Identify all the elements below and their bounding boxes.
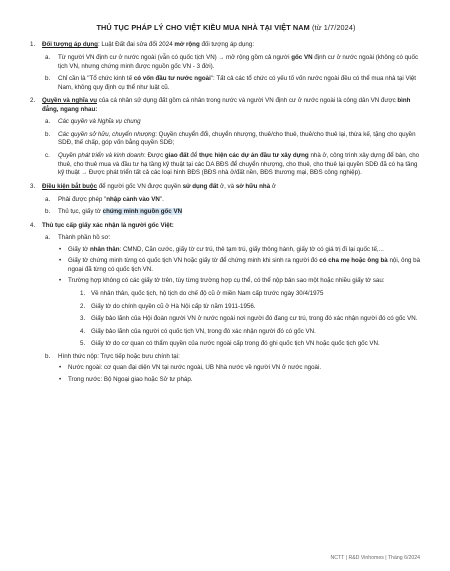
bullet-icon: • [59,257,62,265]
section-heading-line: Quyền và nghĩa vụ của cá nhân sử dụng đất gồm cá nhân trong nước và người VN định cư ở nước ngoài là công dân VN được bình đẳng, ngang nhau: [42,97,411,113]
section-2 [28,97,424,178]
title-main: THỦ TỤC PHÁP LÝ CHO VIỆT KIỀU MUA NHÀ TẠI VIỆT NAM [96,23,310,32]
section-heading: Thủ tục cấp giấy xác nhận là người gốc Việt: [42,221,174,229]
page-title [28,23,424,33]
section-heading: Điều kiện bắt buộc [42,183,98,191]
subsection-1a: a. Từ người VN định cư ở nước ngoài (vẫn có quốc tịch VN) → mở rộng gồm cả người gốc VN định cư ở nước ngoài (không có quốc tịch VN, nhưng chứng minh được nguồn gốc VN - 3 đời). [45,53,419,70]
list-item: 5. Giấy tờ do cơ quan có thẩm quyền của nước ngoài cấp trong đó ghi quốc tịch VN hoặc quốc tịch gốc VN. [80,340,380,348]
section-heading-line [42,222,424,231]
list-item: 4. Giấy bảo lãnh của người có quốc tịch VN, trong đó xác nhận người đó có gốc VN. [80,327,316,335]
subsection-1b: b. Chỉ cần là "Tổ chức kinh tế có vốn đầu tư nước ngoài": Tất cả các tổ chức có yếu tố vốn nước ngoài đều có thể mua nhà tại Việt Nam, không quy định cụ thể như luật cũ. [45,75,417,91]
section-heading: Quyền và nghĩa vụ [42,97,98,105]
title-date: (từ 1/7/2024) [312,23,356,32]
subsection-4a: a. Thành phần hồ sơ: • Giấy tờ nhân thân: CMND, Căn cước, giấy tờ cư trú, thẻ tạm trú, giấy thông hành, giấy tờ có giá trị đi lại quốc tế,... • Giấy tờ chứng minh từng có quốc tịch VN hoặc giấy tờ để chứng minh khi sinh ra người đó có cha mẹ hoặc ông bà nội, ông bà ngoại đã từng có quốc tịch VN. • Trường hợp không có các giấy tờ trên, tùy từng trường hợp cụ thể, có thể nộp bản sao một hoặc nhiều giấy tờ sau: 1. Về nhân thân, quốc tịch, hộ tịch do chế độ cũ ở miền Nam cấp trước ngày 30/4/1975 2. Giấy tờ do chính quyền cũ ở Hà Nội cấp từ năm 1911-1956. 3. Giấy bảo lãnh của Hội đoàn người VN ở nước ngoài nơi người đó đang cư trú, trong đó xác nhận người đó có gốc VN. 4. Giấy bảo lãnh của người có quốc tịch VN, trong đó xác nhận người đó có gốc VN. 5. Giấy tờ do cơ quan có thẩm quyền của nước ngoài cấp trong đó ghi quốc tịch VN hoặc quốc tịch gốc VN. [42,234,424,348]
bullet-icon: • [59,245,62,253]
section-number: 3. [30,183,36,191]
section-heading: Đối tượng áp dụng [42,41,98,49]
bullet-item: • Trường hợp không có các giấy tờ trên, tùy từng trường hợp cụ thể, có thể nộp bản sao một hoặc nhiều giấy tờ sau: 1. Về nhân thân, quốc tịch, hộ tịch do chế độ cũ ở miền Nam cấp trước ngày 30/4/1975 2. Giấy tờ do chính quyền cũ ở Hà Nội cấp từ năm 1911-1956. 3. Giấy bảo lãnh của Hội đoàn người VN ở nước ngoài nơi người đó đang cư trú, trong đó xác nhận người đó có gốc VN. 4. Giấy bảo lãnh của người có quốc tịch VN, trong đó xác nhận người đó có gốc VN. 5. Giấy tờ do cơ quan có thẩm quyền của nước ngoài cấp trong đó ghi quốc tịch VN hoặc quốc tịch gốc VN. [58,277,424,348]
bullet-item: • Giấy tờ chứng minh từng có quốc tịch VN hoặc giấy tờ để chứng minh khi sinh ra người đó có cha mẹ hoặc ông bà nội, ông bà ngoại đã từng có quốc tịch VN. [59,257,421,273]
section-number: 4. [30,221,36,229]
bullet-item: • Nước ngoài: cơ quan đại diện VN tại nước ngoài, UB Nhà nước về người VN ở nước ngoài. [59,364,322,372]
bullet-item: • Trong nước: Bộ Ngoại giao hoặc Sở tư pháp. [59,375,193,383]
bullet-icon: • [59,364,62,372]
subsection-3a: a. Phải được phép "nhập cảnh vào VN". [45,195,164,203]
bullet-icon: • [59,375,62,383]
subsection-2c: c. Quyền phát triển và kinh doanh: Được giao đất để thực hiện các dự án đầu tư xây dựng nhà ở, công trình xây dựng để bán, cho thuê, cho thuê mua và đầu tư hạ tầng kỹ thuật tại các DA BĐS để chuyển nhượng, cho thuê, cho thuê lại quyền SDĐ đã có hạ tầng kỹ thuật → Được phát triển tất cả các loại hình BĐS (BĐS nhà ở/đất nền, BĐS thương mại, BĐS công nghiệp). [45,151,420,177]
section-4 [28,222,424,385]
list-item: 2. Giấy tờ do chính quyền cũ ở Hà Nội cấp từ năm 1911-1956. [80,302,256,310]
subsection-2a: a. Các quyền và Nghĩa vụ chung [45,118,141,126]
section-number: 1. [30,41,36,49]
section-1 [28,41,424,92]
list-item: 3. Giấy bảo lãnh của Hội đoàn người VN ở nước ngoài nơi người đó đang cư trú, trong đó xác nhận người đó có gốc VN. [80,315,418,323]
bullet-item: • Giấy tờ nhân thân: CMND, Căn cước, giấy tờ cư trú, thẻ tạm trú, giấy thông hành, giấy tờ có giá trị đi lại quốc tế,... [59,245,384,253]
bullet-icon: • [59,277,62,285]
section-number: 2. [30,97,36,105]
subsection-2b: b. Các quyền sở hữu, chuyển nhượng: Quyền chuyển đổi, chuyển nhượng, thuê/cho thuê, thuê/cho thuê lại, thừa kế, tặng cho quyền SDĐ, thế chấp, góp vốn bằng quyền SDĐ; [45,130,416,147]
section-3 [28,183,424,217]
arrow-icon: → [81,170,88,177]
highlighted-text: chứng minh nguồn gốc VN [102,208,183,216]
section-heading-line: Điều kiện bắt buộc để người gốc VN được quyền sử dụng đất ở, và sở hữu nhà ở [42,183,276,191]
section-heading-line: Đối tượng áp dụng: Luật Đất đai sửa đổi 2024 mở rộng đối tượng áp dụng: [42,41,255,49]
arrow-icon: → [218,54,225,61]
subsection-3b: b. Thủ tục, giấy tờ chứng minh nguồn gốc VN [45,208,183,216]
list-item: 1. Về nhân thân, quốc tịch, hộ tịch do chế độ cũ ở miền Nam cấp trước ngày 30/4/1975 [80,289,324,297]
subsection-4b: b. Hình thức nộp: Trực tiếp hoặc bưu chính tại: • Nước ngoài: cơ quan đại diện VN tại nước ngoài, UB Nhà nước về người VN ở nước ngoài. • Trong nước: Bộ Ngoại giao hoặc Sở tư pháp. [42,353,424,385]
page-footer: NCTT | R&D Vinhomes | Tháng 6/2024 [330,555,420,561]
